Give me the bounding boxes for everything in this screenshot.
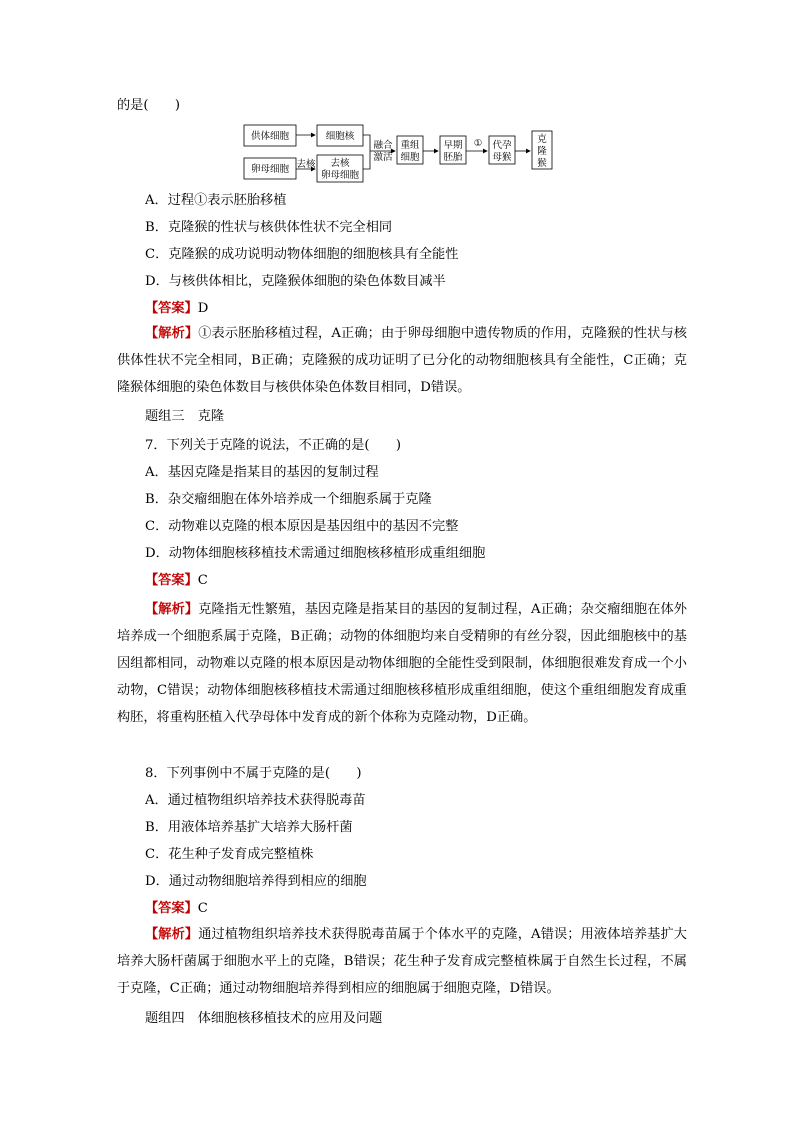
label-surrogate-2: 母猴 bbox=[492, 152, 512, 163]
label-embryo-1: 早期 bbox=[443, 140, 463, 151]
label-step-1: ① bbox=[473, 138, 483, 149]
q7-answer-tag: 【答案】 bbox=[145, 573, 198, 588]
q8-answer bbox=[145, 899, 715, 919]
q6-option-b: B．克隆猴的性状与核供体性状不完全相同 bbox=[145, 220, 393, 235]
q7-analysis bbox=[117, 596, 687, 731]
q6-analysis bbox=[117, 320, 687, 401]
label-recon-2: 细胞 bbox=[400, 152, 420, 163]
q8-answer-tag: 【答案】 bbox=[145, 901, 198, 916]
label-nucleus: 细胞核 bbox=[325, 131, 355, 142]
group3-heading: 题组三 克隆 bbox=[145, 409, 225, 424]
label-enucleate: 去核 bbox=[296, 159, 316, 170]
q8-option-d: D．通过动物细胞培养得到相应的细胞 bbox=[145, 874, 367, 889]
label-fuse-1: 融合 bbox=[373, 140, 393, 151]
q8-analysis-text: 通过植物组织培养技术获得脱毒苗属于个体水平的克隆，A错误；用液体培养基扩大培养大肠杆菌属于细胞水平上的克隆，B错误；花生种子发育成完整植株属于自然生长过程，不属于克隆，C正确；通过动物细胞培养得到相应的细胞属于细胞克隆，D错误。 bbox=[117, 927, 687, 996]
group4-heading: 题组四 体细胞核移植技术的应用及问题 bbox=[145, 1011, 383, 1026]
q8-option-c: C．花生种子发育成完整植株 bbox=[145, 847, 314, 862]
q7-analysis-text: 克隆指无性繁殖，基因克隆是指某目的基因的复制过程，A正确；杂交瘤细胞在体外培养成一个细胞系属于克隆，B正确；动物的体细胞均来自受精卵的有丝分裂，因此细胞核中的基因组都相同，动物难以克隆的根本原因是动物体细胞的全能性受到限制，体细胞很难发育成一个小动物，C错误；动物体细胞核移植技术需通过细胞核移植形成重组细胞，使这个重组细胞发育成重构胚，将重构胚植入代孕母体中发育成的新个体称为克隆动物，D正确。 bbox=[117, 602, 687, 725]
q6-option-d: D．与核供体相比，克隆猴体细胞的染色体数目减半 bbox=[145, 274, 446, 289]
q7-option-b: B．杂交瘤细胞在体外培养成一个细胞系属于克隆 bbox=[145, 492, 432, 507]
q7-stem: 7．下列关于克隆的说法，不正确的是( ) bbox=[145, 438, 402, 453]
q6-option-c: C．克隆猴的成功说明动物体细胞的细胞核具有全能性 bbox=[145, 247, 459, 262]
label-surrogate-1: 代孕 bbox=[492, 140, 512, 151]
q7-option-d: D．动物体细胞核移植技术需通过细胞核移植形成重组细胞 bbox=[145, 546, 486, 561]
q6-option-a: A．过程①表示胚胎移植 bbox=[145, 193, 287, 208]
q7-answer-value: C bbox=[197, 573, 208, 588]
q7-analysis-tag: 【解析】 bbox=[145, 602, 199, 617]
cloning-flow-diagram bbox=[243, 122, 555, 184]
q7-option-c: C．动物难以克隆的根本原因是基因组中的基因不完整 bbox=[145, 519, 459, 534]
label-clone-2: 隆 bbox=[537, 146, 547, 157]
label-embryo-2: 胚胎 bbox=[443, 152, 463, 163]
q7-option-a: A．基因克隆是指某目的基因的复制过程 bbox=[145, 465, 379, 480]
q6-analysis-text: ①表示胚胎移植过程，A正确；由于卵母细胞中遗传物质的作用，克隆猴的性状与核供体性状不完全相同，B正确；克隆猴的成功证明了已分化的动物细胞核具有全能性，C正确；克隆猴体细胞的染色体数目与核供体染色体数目相同，D错误。 bbox=[117, 326, 687, 395]
q8-stem: 8．下列事例中不属于克隆的是( ) bbox=[145, 766, 362, 781]
label-nuclear-donor: 供体细胞 bbox=[250, 131, 290, 142]
q8-option-a: A．通过植物组织培养技术获得脱毒苗 bbox=[145, 793, 366, 808]
q6-analysis-tag: 【解析】 bbox=[145, 326, 199, 341]
q6-answer-value: D bbox=[197, 301, 209, 316]
label-clone-1: 克 bbox=[537, 134, 547, 145]
q6-answer bbox=[145, 299, 715, 319]
connector-merge bbox=[363, 135, 370, 169]
q8-option-b: B．用液体培养基扩大培养大肠杆菌 bbox=[145, 820, 353, 835]
label-clone-3: 猴 bbox=[537, 158, 547, 169]
q8-answer-value: C bbox=[197, 901, 208, 916]
q6-stem-tail: 的是( ) bbox=[117, 98, 181, 113]
label-recon-1: 重组 bbox=[400, 140, 420, 151]
label-enucleated-1: 去核 bbox=[330, 158, 350, 169]
q6-answer-tag: 【答案】 bbox=[145, 301, 198, 316]
label-enucleated-2: 卵母细胞 bbox=[320, 170, 360, 181]
q7-answer bbox=[145, 571, 715, 591]
label-fuse-2: 激活 bbox=[373, 152, 393, 163]
q8-analysis-tag: 【解析】 bbox=[145, 927, 199, 942]
q8-analysis bbox=[117, 921, 687, 1002]
label-oocyte: 卵母细胞 bbox=[250, 164, 290, 175]
